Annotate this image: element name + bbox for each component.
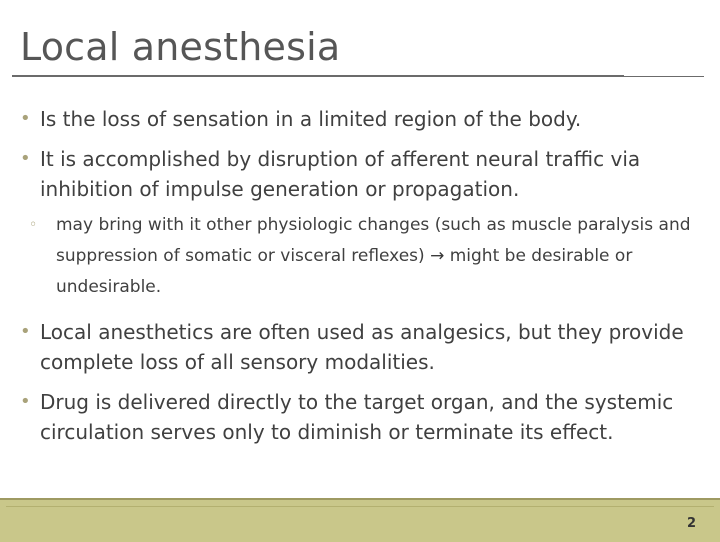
- bullet-text: Is the loss of sensation in a limited region of the body.: [40, 107, 582, 131]
- bullet-item: [20, 317, 710, 377]
- bullet-list: [20, 104, 710, 457]
- sub-bullet-text-start: may bring with it other physiologic changes (such as muscle paralysis and suppression of somatic or visceral reflexes): [56, 215, 691, 266]
- bullet-text: It is accomplished by disruption of afferent neural traffic via inhibition of impulse generation or propagation.: [40, 147, 641, 201]
- sub-bullet-list: [29, 210, 710, 303]
- bullet-dot-icon: •: [20, 321, 31, 342]
- title-underline: [12, 75, 624, 77]
- sub-bullet-text-end: might be desirable or undesirable.: [56, 246, 633, 297]
- title-underline-accent: [624, 76, 704, 77]
- bullet-dot-icon: •: [20, 148, 31, 169]
- footer-divider: [6, 506, 714, 507]
- bullet-dot-icon: •: [20, 391, 31, 412]
- bullet-dot-icon: •: [20, 108, 31, 129]
- right-arrow-icon: →: [430, 246, 445, 266]
- page-number: 2: [686, 516, 696, 531]
- bullet-item: [20, 104, 710, 134]
- bullet-item: [20, 387, 710, 447]
- sub-bullet-item: [20, 210, 710, 303]
- slide-title: Local anesthesia: [20, 25, 341, 69]
- hollow-circle-bullet-icon: ◦: [29, 217, 38, 233]
- bullet-text: Drug is delivered directly to the target organ, and the systemic circulation serves only to diminish or terminate its effect.: [40, 390, 674, 444]
- bullet-item: [20, 144, 710, 303]
- bullet-text: Local anesthetics are often used as analgesics, but they provide complete loss of all sensory modalities.: [40, 320, 684, 374]
- footer-bar: [0, 498, 720, 542]
